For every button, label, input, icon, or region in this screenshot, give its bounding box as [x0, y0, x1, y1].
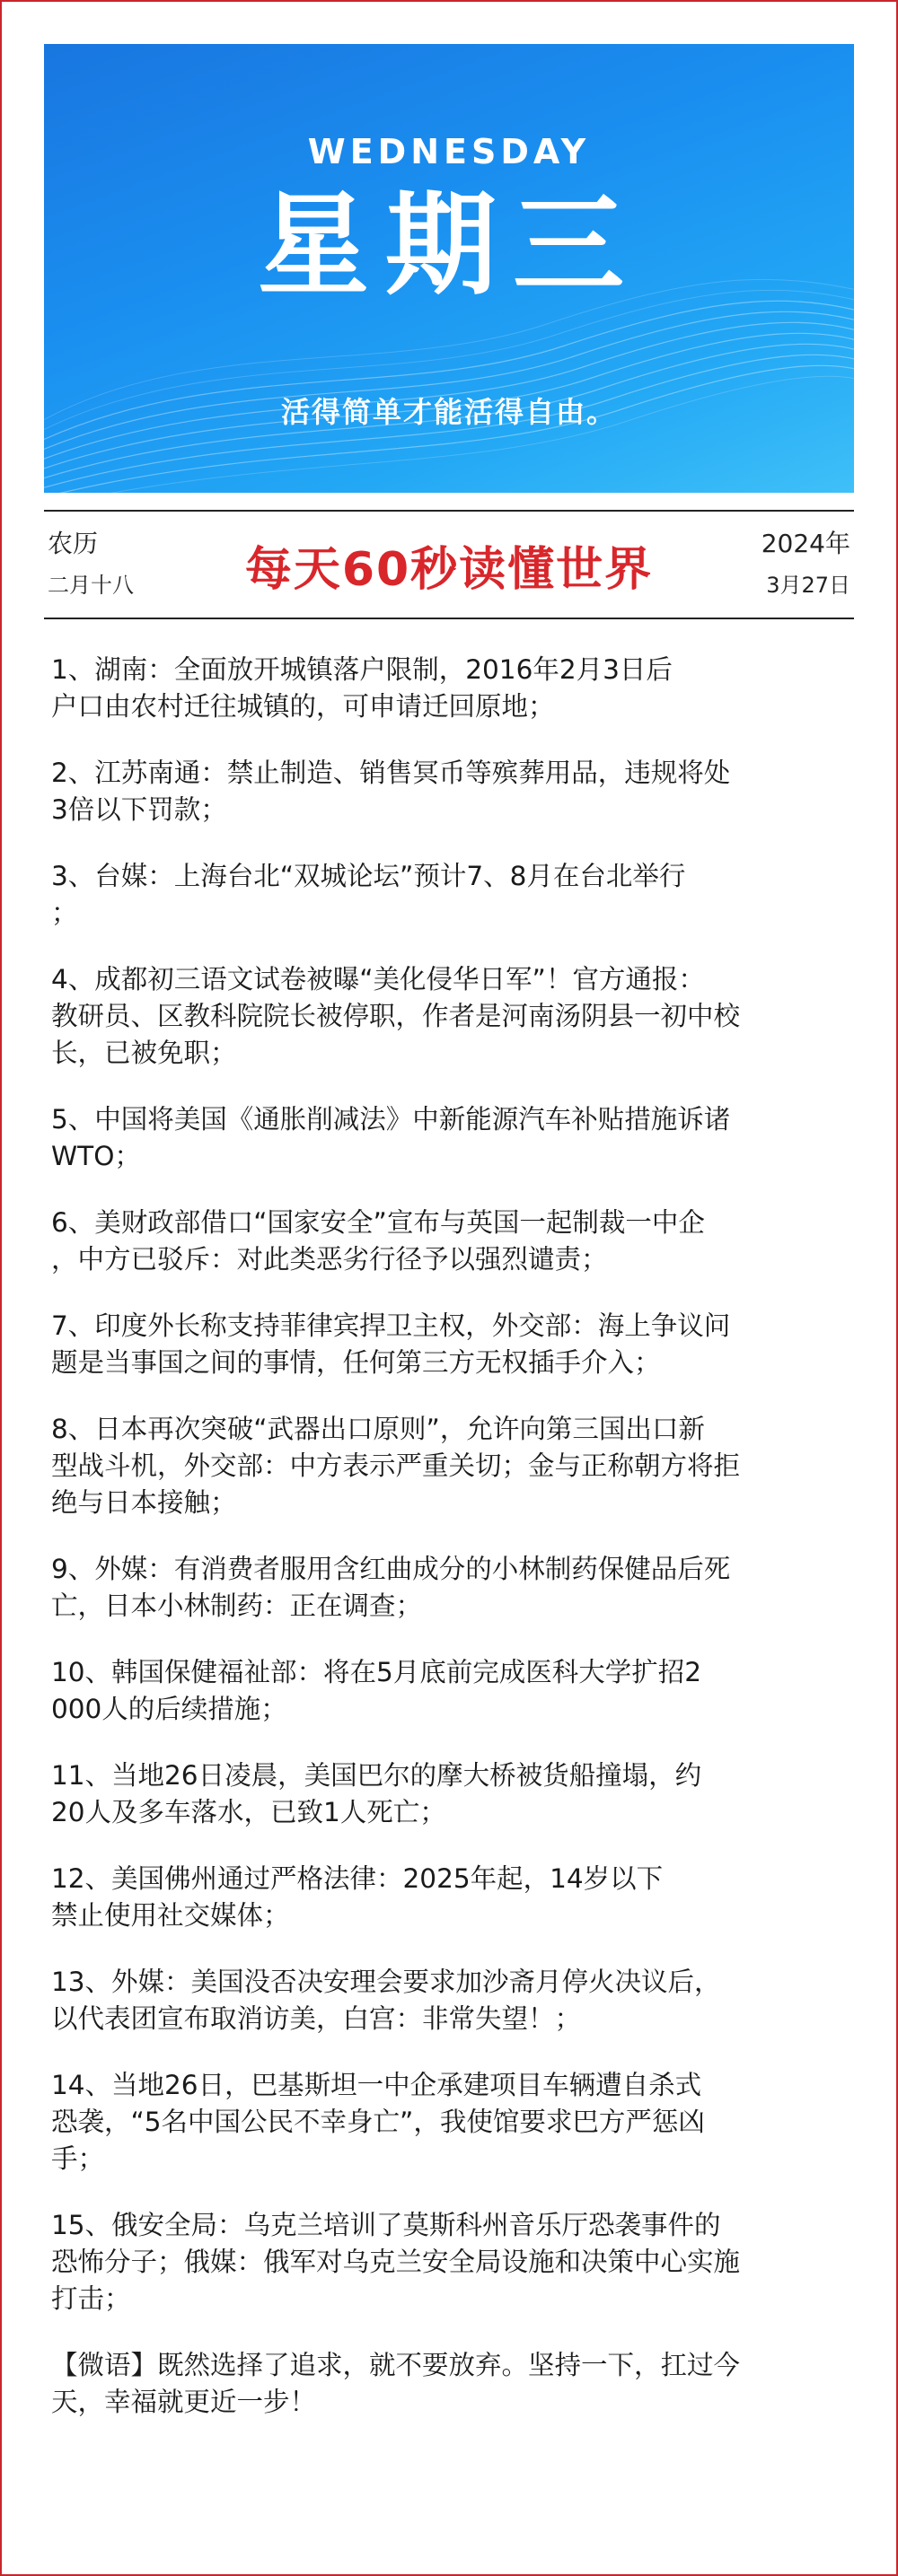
weekday-banner — [44, 44, 854, 493]
weekday-chinese: 星期三 — [257, 181, 640, 311]
news-item-14: 14、当地26日，巴基斯坦一中企承建项目车辆遭自杀式 恐袭，“5名中国公民不幸身亡”，我使馆要求巴方严惩凶 手； — [51, 2070, 705, 2174]
lunar-date: 二月十八 — [48, 573, 134, 598]
page-title: 每天60秒读懂世界 — [244, 543, 654, 597]
news-item-13: 13、外媒：美国没否决安理会要求加沙斋月停火决议后， 以代表团宣布取消访美，白宫：非常失望！； — [51, 1967, 721, 2034]
date-bar — [44, 510, 854, 619]
news-list — [51, 652, 852, 2421]
news-item-4: 4、成都初三语文试卷被曝“美化侵华日军”！官方通报： 教研员、区教科院院长被停职，作者是河南汤阴县一初中校 长，已被免职； — [51, 964, 741, 1068]
news-item-2: 2、江苏南通：禁止制造、销售冥币等殡葬用品，违规将处 3倍以下罚款； — [51, 758, 731, 825]
news-item-6: 6、美财政部借口“国家安全”宣布与英国一起制裁一中企 ，中方已驳斥：对此类恶劣行径予以强烈谴责； — [51, 1207, 705, 1275]
closing-quote: 【微语】既然选择了追求，就不要放弃。坚持一下，扛过今 天，幸福就更近一步！ — [51, 2350, 741, 2417]
lunar-label: 农历 — [48, 529, 99, 558]
news-item-1: 1、湖南：全面放开城镇落户限制，2016年2月3日后 户口由农村迁往城镇的，可申请迁回原地； — [51, 654, 673, 722]
weekday-english: WEDNESDAY — [307, 132, 591, 171]
daily-motto: 活得简单才能活得自由。 — [280, 395, 617, 429]
news-item-15: 15、俄安全局：乌克兰培训了莫斯科州音乐厅恐袭事件的 恐怖分子；俄媒：俄军对乌克兰安全局设施和决策中心实施 打击； — [51, 2210, 741, 2314]
news-item-7: 7、印度外长称支持菲律宾捍卫主权，外交部：海上争议问 题是当事国之间的事情，任何第三方无权插手介入； — [51, 1310, 731, 1378]
news-item-12: 12、美国佛州通过严格法律：2025年起，14岁以下 禁止使用社交媒体； — [51, 1863, 664, 1931]
news-item-3: 3、台媒：上海台北“双城论坛”预计7、8月在台北举行 ； — [51, 861, 686, 928]
news-item-11: 11、当地26日凌晨，美国巴尔的摩大桥被货船撞塌，约 20人及多车落水，已致1人死亡； — [51, 1760, 702, 1827]
news-item-10: 10、韩国保健福祉部：将在5月底前完成医科大学扩招2 000人的后续措施； — [51, 1657, 702, 1724]
year: 2024年 — [761, 529, 850, 558]
news-item-5: 5、中国将美国《通胀削减法》中新能源汽车补贴措施诉诸 WTO； — [51, 1104, 731, 1171]
month-day: 3月27日 — [766, 573, 850, 598]
news-item-8: 8、日本再次突破“武器出口原则”，允许向第三国出口新 型战斗机，外交部：中方表示严重关切；金与正称朝方将拒 绝与日本接触； — [51, 1414, 741, 1518]
news-item-9: 9、外媒：有消费者服用含红曲成分的小林制药保健品后死 亡，日本小林制药：正在调查； — [51, 1554, 731, 1621]
